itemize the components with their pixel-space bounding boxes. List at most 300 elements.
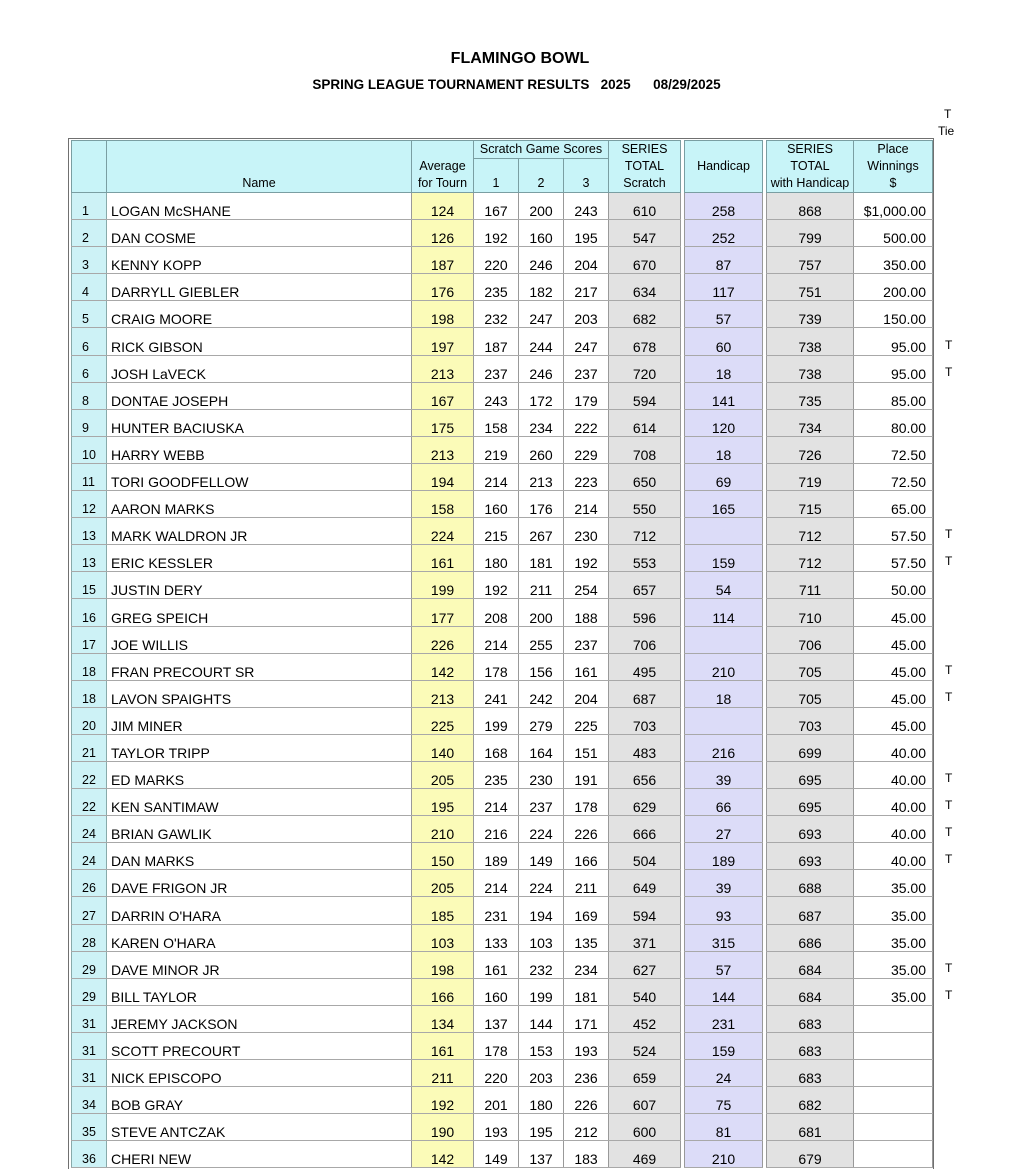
winnings-cell: 35.00: [854, 951, 933, 978]
handicap-cell: 252: [685, 220, 763, 247]
game-1-score-cell: 180: [474, 545, 519, 572]
winnings-cell: 45.00: [854, 680, 933, 707]
average-cell: 185: [412, 897, 474, 924]
table-row: [72, 789, 933, 816]
game-1-score-cell: 214: [474, 463, 519, 490]
place-cell: 17: [72, 626, 107, 653]
series-handicap-cell: 712: [767, 545, 854, 572]
game-2-score-cell: 149: [519, 843, 564, 870]
average-cell: 124: [412, 193, 474, 220]
place-cell: 28: [72, 924, 107, 951]
winnings-cell: 35.00: [854, 924, 933, 951]
series-scratch-cell: 550: [609, 491, 681, 518]
tie-marker: [945, 1114, 965, 1141]
table-row: [72, 978, 933, 1005]
game-2-score-cell: 180: [519, 1087, 564, 1114]
place-cell: 24: [72, 843, 107, 870]
table-row: [72, 545, 933, 572]
series-handicap-cell: 687: [767, 897, 854, 924]
table-row: [72, 653, 933, 680]
place-cell: 36: [72, 1141, 107, 1168]
game-1-score-cell: 137: [474, 1005, 519, 1032]
series-scratch-cell: 682: [609, 301, 681, 328]
game-3-score-cell: 236: [564, 1060, 609, 1087]
place-cell: 6: [72, 328, 107, 355]
tie-marker: [945, 383, 965, 410]
table-row: [72, 1005, 933, 1032]
handicap-cell: 159: [685, 1032, 763, 1059]
bowler-name-cell: JEREMY JACKSON: [107, 1005, 412, 1032]
place-cell: 34: [72, 1087, 107, 1114]
average-cell: 213: [412, 436, 474, 463]
average-cell: 187: [412, 247, 474, 274]
average-cell: 142: [412, 1141, 474, 1168]
handicap-cell: 258: [685, 193, 763, 220]
average-cell: 205: [412, 870, 474, 897]
handicap-cell: 39: [685, 870, 763, 897]
winnings-cell: [854, 1032, 933, 1059]
average-cell: 167: [412, 382, 474, 409]
bowler-name-cell: MARK WALDRON JR: [107, 518, 412, 545]
game-1-score-cell: 235: [474, 274, 519, 301]
series-scratch-cell: 594: [609, 897, 681, 924]
place-cell: 31: [72, 1005, 107, 1032]
game-2-score-cell: 103: [519, 924, 564, 951]
bowler-name-cell: BOB GRAY: [107, 1087, 412, 1114]
game-1-score-cell: 241: [474, 680, 519, 707]
average-cell: 161: [412, 545, 474, 572]
game-3-score-cell: 222: [564, 409, 609, 436]
winnings-header: [854, 141, 933, 193]
place-cell: 29: [72, 951, 107, 978]
tie-marker: T: [945, 337, 953, 352]
series-scratch-cell: 594: [609, 382, 681, 409]
bowler-name-cell: DARRIN O'HARA: [107, 897, 412, 924]
handicap-cell: 117: [685, 274, 763, 301]
place-cell: 15: [72, 572, 107, 599]
series-handicap-cell: 695: [767, 761, 854, 788]
series-handicap-cell: 684: [767, 951, 854, 978]
average-cell: 197: [412, 328, 474, 355]
bowler-name-cell: DARRYLL GIEBLER: [107, 274, 412, 301]
game-1-score-cell: 243: [474, 382, 519, 409]
winnings-cell: 50.00: [854, 572, 933, 599]
bowler-name-cell: RICK GIBSON: [107, 328, 412, 355]
handicap-cell: 27: [685, 816, 763, 843]
handicap-cell: 57: [685, 951, 763, 978]
handicap-cell: 114: [685, 599, 763, 626]
game-3-score-cell: 135: [564, 924, 609, 951]
series-handicap-cell: 683: [767, 1005, 854, 1032]
winnings-cell: 150.00: [854, 301, 933, 328]
series-handicap-cell: 712: [767, 518, 854, 545]
tie-marker: [945, 572, 965, 599]
winnings-cell: 57.50: [854, 545, 933, 572]
game-1-header: 1: [474, 159, 519, 193]
game-3-score-cell: 178: [564, 789, 609, 816]
average-cell: 213: [412, 355, 474, 382]
handicap-cell: 210: [685, 1141, 763, 1168]
game-3-score-cell: 166: [564, 843, 609, 870]
tie-marker: [945, 1033, 965, 1060]
table-row: [72, 1032, 933, 1059]
page-subtitle: SPRING LEAGUE TOURNAMENT RESULTS 2025 08/29/2025: [312, 77, 721, 92]
game-3-score-cell: 225: [564, 707, 609, 734]
tie-marker: T: [945, 987, 953, 1002]
tie-marker: T: [945, 689, 953, 704]
game-2-score-cell: 203: [519, 1060, 564, 1087]
series-scratch-cell: 371: [609, 924, 681, 951]
series-handicap-cell: 706: [767, 626, 854, 653]
average-cell: 210: [412, 816, 474, 843]
bowler-name-cell: AARON MARKS: [107, 491, 412, 518]
series-handicap-cell: 686: [767, 924, 854, 951]
series-scratch-cell: 656: [609, 761, 681, 788]
game-1-score-cell: 149: [474, 1141, 519, 1168]
bowler-name-cell: BRIAN GAWLIK: [107, 816, 412, 843]
game-1-score-cell: 187: [474, 328, 519, 355]
series-scratch-cell: 600: [609, 1114, 681, 1141]
series-handicap-cell: 726: [767, 436, 854, 463]
game-1-score-cell: 160: [474, 978, 519, 1005]
game-3-score-cell: 237: [564, 355, 609, 382]
average-cell: 176: [412, 274, 474, 301]
winnings-cell: [854, 1005, 933, 1032]
game-2-score-cell: 156: [519, 653, 564, 680]
series-handicap-cell: 684: [767, 978, 854, 1005]
bowler-name-cell: LAVON SPAIGHTS: [107, 680, 412, 707]
place-cell: 27: [72, 897, 107, 924]
handicap-cell: 57: [685, 301, 763, 328]
series-handicap-cell: 739: [767, 301, 854, 328]
bowler-name-cell: JUSTIN DERY: [107, 572, 412, 599]
game-3-score-cell: 203: [564, 301, 609, 328]
tie-marker: [945, 274, 965, 301]
winnings-cell: 45.00: [854, 626, 933, 653]
game-3-score-cell: 226: [564, 816, 609, 843]
tie-column-header-letter: T: [944, 107, 952, 121]
place-cell: 2: [72, 220, 107, 247]
place-cell: 29: [72, 978, 107, 1005]
place-cell: 31: [72, 1032, 107, 1059]
series-handicap-cell: 799: [767, 220, 854, 247]
handicap-cell: 66: [685, 789, 763, 816]
place-cell: 22: [72, 761, 107, 788]
place-cell: 9: [72, 409, 107, 436]
game-2-score-cell: 137: [519, 1141, 564, 1168]
table-row: [72, 599, 933, 626]
game-1-score-cell: 219: [474, 436, 519, 463]
bowler-name-cell: CRAIG MOORE: [107, 301, 412, 328]
game-2-score-cell: 237: [519, 789, 564, 816]
game-1-score-cell: 168: [474, 734, 519, 761]
tie-marker: [945, 247, 965, 274]
winnings-cell: 72.50: [854, 463, 933, 490]
game-2-score-cell: 144: [519, 1005, 564, 1032]
game-2-score-cell: 232: [519, 951, 564, 978]
game-2-score-cell: 195: [519, 1114, 564, 1141]
game-1-score-cell: 158: [474, 409, 519, 436]
game-1-score-cell: 193: [474, 1114, 519, 1141]
game-2-score-cell: 234: [519, 409, 564, 436]
game-2-score-cell: 224: [519, 816, 564, 843]
series-scratch-cell: 614: [609, 409, 681, 436]
table-row: [72, 572, 933, 599]
average-cell: 205: [412, 761, 474, 788]
game-3-score-cell: 234: [564, 951, 609, 978]
table-row: [72, 626, 933, 653]
table-row: [72, 870, 933, 897]
series-handicap-header-line3: with Handicap: [770, 176, 850, 190]
tie-marker: [945, 627, 965, 654]
game-1-score-cell: 199: [474, 707, 519, 734]
average-cell: 134: [412, 1005, 474, 1032]
series-handicap-cell: 868: [767, 193, 854, 220]
winnings-cell: 350.00: [854, 247, 933, 274]
series-handicap-cell: 682: [767, 1087, 854, 1114]
tie-marker: T: [945, 771, 953, 786]
winnings-cell: [854, 1060, 933, 1087]
winnings-header-line3: $: [889, 176, 897, 190]
handicap-cell: 315: [685, 924, 763, 951]
tie-marker: T: [945, 960, 953, 975]
handicap-cell: 120: [685, 409, 763, 436]
series-handicap-cell: 735: [767, 382, 854, 409]
winnings-cell: 40.00: [854, 816, 933, 843]
game-2-score-cell: 199: [519, 978, 564, 1005]
game-3-score-cell: 214: [564, 491, 609, 518]
game-3-score-cell: 181: [564, 978, 609, 1005]
series-scratch-cell: 553: [609, 545, 681, 572]
table-row: [72, 355, 933, 382]
handicap-cell: 189: [685, 843, 763, 870]
average-cell: 211: [412, 1060, 474, 1087]
winnings-cell: 72.50: [854, 436, 933, 463]
average-header-line1: Average: [419, 159, 466, 173]
series-scratch-cell: 657: [609, 572, 681, 599]
series-scratch-cell: 720: [609, 355, 681, 382]
place-cell: 20: [72, 707, 107, 734]
table-row: [72, 274, 933, 301]
bowler-name-cell: TORI GOODFELLOW: [107, 463, 412, 490]
series-handicap-cell: 693: [767, 843, 854, 870]
handicap-cell: 210: [685, 653, 763, 680]
tie-marker: [945, 1141, 965, 1168]
game-1-score-cell: 220: [474, 1060, 519, 1087]
game-3-score-cell: 204: [564, 247, 609, 274]
series-scratch-cell: 712: [609, 518, 681, 545]
handicap-cell: 159: [685, 545, 763, 572]
game-2-score-cell: 279: [519, 707, 564, 734]
bowler-name-cell: STEVE ANTCZAK: [107, 1114, 412, 1141]
winnings-cell: 57.50: [854, 518, 933, 545]
series-scratch-cell: 678: [609, 328, 681, 355]
series-handicap-cell: 738: [767, 328, 854, 355]
place-cell: 35: [72, 1114, 107, 1141]
series-scratch-header-line2: TOTAL: [624, 159, 665, 173]
game-1-score-cell: 192: [474, 572, 519, 599]
bowler-name-cell: DAN MARKS: [107, 843, 412, 870]
average-cell: 175: [412, 409, 474, 436]
winnings-cell: 95.00: [854, 328, 933, 355]
average-cell: 198: [412, 951, 474, 978]
series-scratch-cell: 596: [609, 599, 681, 626]
winnings-cell: 200.00: [854, 274, 933, 301]
winnings-cell: $1,000.00: [854, 193, 933, 220]
table-row: [72, 193, 933, 220]
series-handicap-cell: 738: [767, 355, 854, 382]
table-row: [72, 951, 933, 978]
place-cell: 18: [72, 653, 107, 680]
winnings-cell: 80.00: [854, 409, 933, 436]
series-scratch-cell: 483: [609, 734, 681, 761]
bowler-name-cell: CHERI NEW: [107, 1141, 412, 1168]
average-cell: 224: [412, 518, 474, 545]
game-1-score-cell: 192: [474, 220, 519, 247]
game-3-score-cell: 195: [564, 220, 609, 247]
series-scratch-cell: 666: [609, 816, 681, 843]
winnings-cell: 500.00: [854, 220, 933, 247]
place-cell: 1: [72, 193, 107, 220]
game-3-score-cell: 212: [564, 1114, 609, 1141]
tie-marker: [945, 437, 965, 464]
average-cell: 103: [412, 924, 474, 951]
series-scratch-cell: 634: [609, 274, 681, 301]
game-2-score-cell: 164: [519, 734, 564, 761]
series-handicap-cell: 705: [767, 680, 854, 707]
tie-marker: T: [945, 852, 953, 867]
series-handicap-header-line1: SERIES: [787, 142, 833, 156]
page-title: FLAMINGO BOWL: [450, 50, 590, 67]
tie-marker: T: [945, 527, 953, 542]
place-cell: 18: [72, 680, 107, 707]
average-cell: 213: [412, 680, 474, 707]
tie-marker: [945, 708, 965, 735]
series-scratch-cell: 650: [609, 463, 681, 490]
handicap-header: Handicap: [685, 141, 763, 193]
game-3-score-cell: 179: [564, 382, 609, 409]
game-1-score-cell: 178: [474, 653, 519, 680]
game-1-score-cell: 133: [474, 924, 519, 951]
average-cell: 199: [412, 572, 474, 599]
handicap-cell: 81: [685, 1114, 763, 1141]
game-2-score-cell: 194: [519, 897, 564, 924]
bowler-name-cell: KAREN O'HARA: [107, 924, 412, 951]
game-1-score-cell: 215: [474, 518, 519, 545]
handicap-cell: 141: [685, 382, 763, 409]
series-handicap-cell: 751: [767, 274, 854, 301]
game-3-score-cell: 183: [564, 1141, 609, 1168]
average-cell: 177: [412, 599, 474, 626]
game-1-score-cell: 216: [474, 816, 519, 843]
bowler-name-cell: JOSH LaVECK: [107, 355, 412, 382]
bowler-name-cell: SCOTT PRECOURT: [107, 1032, 412, 1059]
game-2-score-cell: 246: [519, 247, 564, 274]
place-cell: 22: [72, 789, 107, 816]
series-scratch-header-line1: SERIES: [621, 142, 668, 156]
series-scratch-header-line3: Scratch: [623, 176, 666, 190]
game-3-score-cell: 223: [564, 463, 609, 490]
scratch-scores-header: Scratch Game Scores: [474, 141, 609, 159]
table-row: [72, 247, 933, 274]
tie-marker: T: [945, 798, 953, 813]
place-cell: 5: [72, 301, 107, 328]
place-cell: 6: [72, 355, 107, 382]
results-body: [72, 193, 933, 1168]
tie-marker: T: [945, 364, 953, 379]
series-handicap-cell: 757: [767, 247, 854, 274]
game-2-score-cell: 160: [519, 220, 564, 247]
game-2-score-cell: 176: [519, 491, 564, 518]
game-2-score-cell: 267: [519, 518, 564, 545]
series-scratch-cell: 649: [609, 870, 681, 897]
handicap-cell: 87: [685, 247, 763, 274]
series-scratch-cell: 708: [609, 436, 681, 463]
winnings-cell: 95.00: [854, 355, 933, 382]
table-row: [72, 1114, 933, 1141]
header-row-top: [72, 141, 933, 159]
game-3-score-cell: 247: [564, 328, 609, 355]
place-cell: 13: [72, 518, 107, 545]
tie-marker: [945, 1006, 965, 1033]
game-2-score-cell: 247: [519, 301, 564, 328]
place-cell: 21: [72, 734, 107, 761]
game-1-score-cell: 160: [474, 491, 519, 518]
place-cell: 13: [72, 545, 107, 572]
series-scratch-cell: 629: [609, 789, 681, 816]
average-cell: 190: [412, 1114, 474, 1141]
table-row: [72, 1087, 933, 1114]
bowler-name-cell: NICK EPISCOPO: [107, 1060, 412, 1087]
average-cell: 150: [412, 843, 474, 870]
winnings-cell: 65.00: [854, 491, 933, 518]
winnings-cell: 35.00: [854, 978, 933, 1005]
game-2-score-cell: 172: [519, 382, 564, 409]
series-handicap-header-line2: TOTAL: [790, 159, 830, 173]
series-scratch-cell: 627: [609, 951, 681, 978]
series-scratch-cell: 687: [609, 680, 681, 707]
handicap-cell: 60: [685, 328, 763, 355]
table-row: [72, 220, 933, 247]
bowler-name-cell: TAYLOR TRIPP: [107, 734, 412, 761]
game-3-score-cell: 191: [564, 761, 609, 788]
winnings-cell: 45.00: [854, 707, 933, 734]
series-handicap-cell: 688: [767, 870, 854, 897]
series-handicap-header: [767, 141, 854, 193]
game-3-score-cell: 192: [564, 545, 609, 572]
series-handicap-cell: 683: [767, 1060, 854, 1087]
game-3-header: 3: [564, 159, 609, 193]
game-2-score-cell: 153: [519, 1032, 564, 1059]
handicap-cell: [685, 518, 763, 545]
average-cell: 192: [412, 1087, 474, 1114]
table-row: [72, 1141, 933, 1168]
game-1-score-cell: 214: [474, 870, 519, 897]
table-row: [72, 816, 933, 843]
game-3-score-cell: 188: [564, 599, 609, 626]
game-1-score-cell: 161: [474, 951, 519, 978]
series-scratch-cell: 703: [609, 707, 681, 734]
winnings-cell: 40.00: [854, 734, 933, 761]
winnings-cell: 45.00: [854, 653, 933, 680]
table-row: [72, 843, 933, 870]
average-cell: 198: [412, 301, 474, 328]
series-scratch-cell: 452: [609, 1005, 681, 1032]
table-row: [72, 382, 933, 409]
bowler-name-cell: ERIC KESSLER: [107, 545, 412, 572]
series-handicap-cell: 699: [767, 734, 854, 761]
table-row: [72, 924, 933, 951]
